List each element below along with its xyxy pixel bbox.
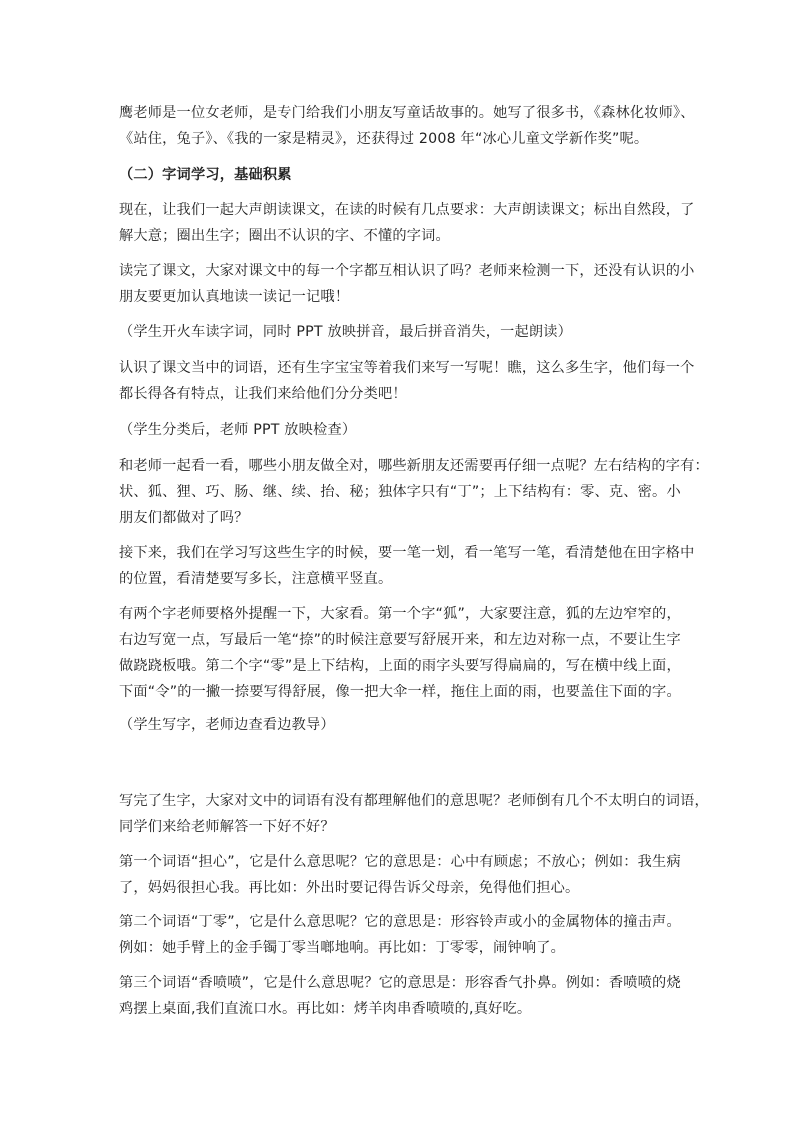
note-train: （学生开火车读字词，同时 PPT 放映拼音，最后拼音消失，一起朗读）	[119, 324, 573, 340]
text-line: 都长得各有特点，让我们来给他们分分类吧！	[119, 386, 407, 402]
word1-paragraph	[119, 849, 681, 901]
text-line: 《站住，兔子》、《我的一家是精灵》，还获得过 2008 年“冰心儿童文学新作奖”呢。	[119, 131, 649, 147]
text-line: 同学们来给老师解答一下好不好？	[119, 819, 335, 835]
text-line: 第三个词语“香喷喷”，它是什么意思呢？它的意思是：形容香气扑鼻。例如：香喷喷的烧	[119, 975, 681, 991]
text-line: 和老师一起看一看，哪些小朋友做全对，哪些新朋友还需要再仔细一点呢？左右结构的字有：	[119, 458, 709, 474]
text-line: 读完了课文，大家对课文中的每一个字都互相认识了吗？老师来检测一下，还没有认识的小	[119, 263, 695, 279]
check-paragraph	[119, 258, 695, 310]
note-classify: （学生分类后，老师 PPT 放映检查）	[119, 422, 357, 438]
text-line: 了，妈妈很担心我。再比如：外出时要记得告诉父母亲，免得他们担心。	[119, 880, 580, 896]
text-line: 认识了课文当中的词语，还有生字宝宝等着我们来写一写呢！瞧，这么多生字，他们每一个	[119, 360, 695, 376]
text-line: 第二个词语“丁零”，它是什么意思呢？它的意思是：形容铃声或小的金属物体的撞击声。	[119, 914, 681, 930]
intro-paragraph	[119, 100, 695, 152]
word2-paragraph	[119, 909, 681, 961]
text-line: 状、狐、狸、巧、肠、继、续、抬、秘；独体字只有“丁”；上下结构有：零、克、密。小	[119, 484, 681, 500]
text-line: 有两个字老师要格外提醒一下，大家看。第一个字“狐”，大家要注意，狐的左边窄窄的，	[119, 606, 681, 622]
note-write: （学生写字，老师边查看边教导）	[119, 717, 335, 733]
text-line: 朋友要更加认真地读一读记一记哦！	[119, 289, 350, 305]
word3-paragraph	[119, 970, 681, 1022]
text-line: 鸡摆上桌面,我们直流口水。再比如：烤羊肉串香喷喷的,真好吃。	[119, 1001, 532, 1017]
classify-paragraph	[119, 355, 695, 407]
text-line: 写完了生字，大家对文中的词语有没有都理解他们的意思呢？老师倒有几个不太明白的词语，	[119, 793, 709, 809]
text-line: 的位置，看清楚要写多长，注意横平竖直。	[119, 571, 393, 587]
text-line: 做跷跷板哦。第二个字“零”是上下结构，上面的雨字头要写得扁扁的，写在横中线上面，	[119, 658, 681, 674]
structure-paragraph	[119, 453, 709, 531]
two-chars-paragraph	[119, 601, 681, 705]
text-line: 右边写宽一点，写最后一笔“捺”的时候注意要写舒展开来，和左边对称一点，不要让生字	[119, 632, 681, 648]
text-line: 下面“令”的一撇一捺要写得舒展，像一把大伞一样，拖住上面的雨，也要盖住下面的字。	[119, 684, 681, 700]
reading-paragraph	[119, 197, 695, 249]
text-line: 解大意；圈出生字；圈出不认识的字、不懂的字词。	[119, 228, 450, 244]
text-line: 接下来，我们在学习写这些生字的时候，要一笔一划，看一笔写一笔，看清楚他在田字格中	[119, 545, 695, 561]
text-line: 例如：她手臂上的金手镯丁零当啷地响。再比如：丁零零，闹钟响了。	[119, 940, 566, 956]
text-line: 朋友们都做对了吗？	[119, 510, 249, 526]
text-line: 鹰老师是一位女老师，是专门给我们小朋友写童话故事的。她写了很多书，《森林化妆师》、	[119, 105, 695, 121]
section-heading: （二）字词学习，基础积累	[119, 167, 292, 183]
text-line: 现在，让我们一起大声朗读课文，在读的时候有几点要求：大声朗读课文；标出自然段，了	[119, 202, 695, 218]
text-line: 第一个词语“担心”，它是什么意思呢？它的意思是：心中有顾虑；不放心；例如：我生病	[119, 854, 681, 870]
writing-paragraph	[119, 540, 695, 592]
vocab-intro-paragraph	[119, 788, 709, 840]
